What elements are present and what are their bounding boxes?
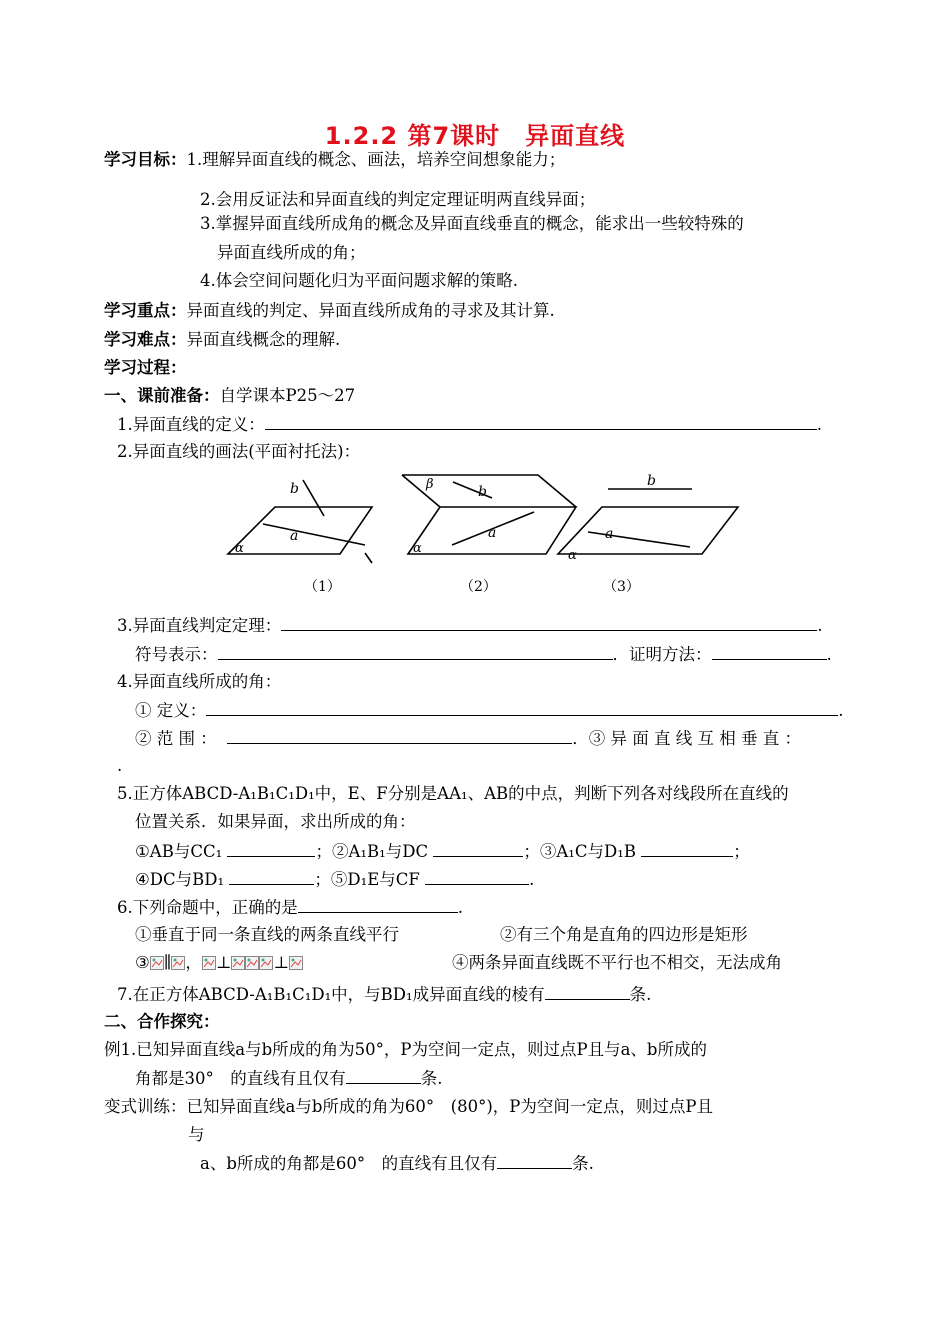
q3-symbol-label: 符号表示： [135, 645, 218, 664]
fig2-caption: （2） [460, 579, 497, 595]
q4-perp-label: ③ 异 面 直 线 互 相 垂 直 ： [588, 729, 801, 748]
variant-line3 [200, 1152, 594, 1175]
q3-blank [281, 614, 817, 631]
ex1-text-a: 角都是30° 的直线有且仅有 [135, 1069, 346, 1088]
q3-symbol-blank [218, 643, 613, 660]
q5-blank-1 [227, 840, 315, 857]
ex1-line1: 例1.已知异面直线a与b所成的角为50°，P为空间一定点，则过点P且与a、b所成的 [104, 1040, 707, 1059]
q4-range-blank [227, 727, 572, 744]
process-label: 学习过程： [104, 358, 187, 377]
broken-image-icon [150, 954, 164, 968]
q3-label: 3.异面直线判定定理： [117, 616, 282, 635]
q4-def-blank [206, 699, 838, 716]
q6-opt3-mark: ③ [135, 953, 150, 972]
fig2-label-beta: β [426, 477, 434, 492]
fig1-label-alpha: α [235, 541, 244, 556]
q5-pairs-row2: ④DC与BD₁ ；⑤D₁E与CF . [135, 870, 535, 889]
difficulty-label: 学习难点： [104, 330, 187, 349]
q7-text-a: 7.在正方体ABCD-A₁B₁C₁D₁中，与BD₁成异面直线的棱有 [117, 985, 545, 1004]
q5-pair-1: ①AB与CC₁ [135, 842, 223, 861]
objective-4: 4.体会空间问题化归为平面问题求解的策略. [200, 271, 518, 290]
q2-label: 2.异面直线的画法(平面衬托法)： [117, 442, 361, 461]
objectives-label: 学习目标： [104, 150, 187, 169]
q3-row: 3.异面直线判定定理： . [117, 616, 823, 635]
broken-image-icon [202, 954, 216, 968]
key-point-label: 学习重点： [104, 301, 187, 320]
skew-lines-figure [220, 465, 750, 600]
variant-line1: 变式训练：已知异面直线a与b所成的角为60° (80°)，P为空间一定点，则过点P且 [104, 1097, 713, 1116]
ex1-blank [346, 1067, 421, 1084]
difficulty-row [104, 329, 340, 351]
broken-image-icon [171, 954, 185, 968]
q5-pairs-row1: ①AB与CC₁ ；②A₁B₁与DC ；③A₁C与D₁B ； [135, 842, 750, 861]
q6-opt-1: ①垂直于同一条直线的两条直线平行 [135, 925, 399, 944]
objective-1: 1.理解异面直线的概念、画法，培养空间想象能力； [186, 150, 566, 169]
objective-2: 2.会用反证法和异面直线的判定定理证明两直线异面； [200, 190, 596, 209]
fig2-label-alpha: α [413, 541, 422, 556]
q5-line2: 位置关系．如果异面，求出所成的角： [135, 812, 416, 831]
variant-line2: 与 [188, 1125, 205, 1144]
q5-pair-2: ②A₁B₁与DC [331, 842, 429, 861]
q5-blank-3 [641, 840, 733, 857]
fig1-label-a: a [290, 528, 299, 544]
fig3-label-alpha: α [568, 548, 577, 563]
q5-blank-4 [229, 868, 314, 885]
fig2-label-b: b [478, 484, 487, 500]
q5-pair-5: ⑤D₁E与CF [330, 870, 420, 889]
key-point-row [104, 300, 555, 322]
fig3-label-b: b [647, 473, 656, 489]
q6-opt-2: ②有三个角是直角的四边形是矩形 [500, 925, 748, 944]
q4-range-row: ② 范 围 ： ．③ 异 面 直 线 互 相 垂 直 ： [135, 729, 801, 748]
q4-def-row: ① 定义： . [135, 701, 844, 720]
q5-blank-2 [433, 840, 523, 857]
variant-blank [497, 1152, 572, 1169]
q7-row [117, 983, 651, 1006]
section1-label: 一、课前准备： [104, 386, 220, 405]
fig2-label-a: a [488, 525, 497, 541]
q4-def-label: ① 定义： [135, 701, 207, 720]
q5-blank-5 [425, 868, 529, 885]
figure-1 [228, 480, 372, 563]
perp-symbol: ⊥ [215, 953, 232, 972]
q5-line1: 5.正方体ABCD-A₁B₁C₁D₁中，E、F分别是AA₁、AB的中点，判断下列各对线段所在直线的 [117, 784, 789, 803]
fig3-label-a: a [605, 526, 614, 542]
q6-row: 6.下列命题中，正确的是 . [117, 898, 463, 917]
fig1-label-b: b [290, 481, 299, 497]
fig1-caption: （1） [304, 579, 341, 595]
section1-row [104, 385, 355, 407]
q1-label: 1.异面直线的定义： [117, 415, 265, 434]
q6-blank [298, 896, 458, 913]
objective-3-cont: 异面直线所成的角； [217, 243, 366, 262]
broken-image-icon [259, 954, 273, 968]
perp-symbol-2: ⊥ [273, 953, 289, 972]
objectives-row [104, 149, 565, 171]
comma-symbol: ， [185, 953, 202, 972]
difficulty-text: 异面直线概念的理解. [186, 330, 341, 349]
variant-text-b: 条. [572, 1154, 594, 1173]
fig3-caption: （3） [603, 579, 640, 595]
q4-label: 4.异面直线所成的角： [117, 672, 282, 691]
q5-pair-4: ④DC与BD₁ [135, 870, 225, 889]
ex1-line2 [135, 1067, 443, 1090]
q3-method-label: 证明方法： [629, 645, 712, 664]
ex1-text-b: 条. [420, 1069, 443, 1088]
q4-range-label: ② 范 围 ： [135, 729, 217, 748]
parallel-symbol: ∥ [163, 953, 172, 972]
q5-pair-3: ③A₁C与D₁B [539, 842, 636, 861]
q1-row: 1.异面直线的定义： . [117, 415, 822, 434]
objective-3: 3.掌握异面直线所成角的概念及异面直线垂直的概念，能求出一些较特殊的 [200, 214, 744, 233]
q6-opt-3 [135, 952, 303, 974]
q6-label: 6.下列命题中，正确的是 [117, 898, 298, 917]
page-title: 1.2.2 第7课时 异面直线 [324, 122, 626, 150]
q6-opt-4: ④两条异面直线既不平行也不相交，无法成角 [452, 953, 782, 972]
section2-label: 二、合作探究： [104, 1012, 220, 1031]
q3-symbol-row: 符号表示： ．证明方法： . [135, 645, 832, 664]
broken-image-icon [245, 954, 259, 968]
key-point-text: 异面直线的判定、异面直线所成角的寻求及其计算. [186, 301, 555, 320]
figure-3 [558, 489, 738, 554]
q7-blank [545, 983, 630, 1000]
variant-text-a: a、b所成的角都是60° 的直线有且仅有 [200, 1154, 498, 1173]
section1-text: 自学课本P25～27 [219, 386, 356, 405]
q7-text-b: 条. [629, 985, 652, 1004]
q4-perp-end: . [117, 756, 123, 775]
q1-blank [265, 413, 817, 430]
q3-method-blank [712, 643, 827, 660]
broken-image-icon [289, 954, 303, 968]
broken-image-icon [231, 954, 245, 968]
